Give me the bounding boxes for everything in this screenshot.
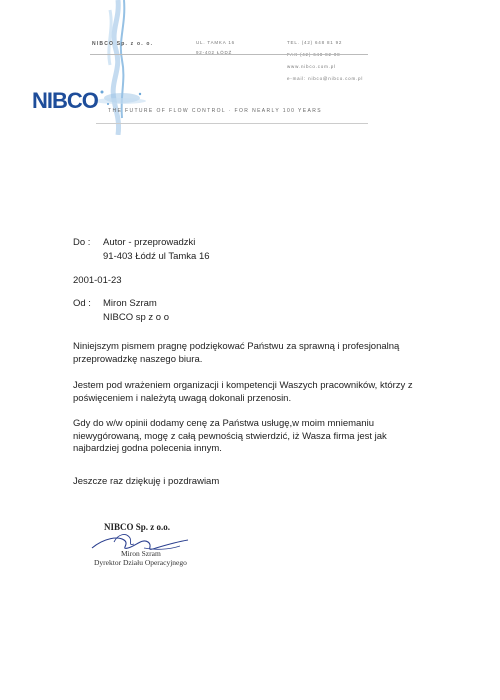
to-line: 91-403 Łódź ul Tamka 16 xyxy=(103,251,210,262)
from-label: Od : xyxy=(73,298,91,309)
nibco-logo: NIBCO xyxy=(32,88,98,113)
address-line: UL. TAMKA 16 xyxy=(196,40,235,45)
paragraph-line: niewygórowaną, mogę z całą pewnością stwierdzić, iż Wasza firma jest jak xyxy=(73,430,387,442)
letterhead-bottom-rule xyxy=(96,123,368,124)
contact-fax: FAX (42) 648 82 08 xyxy=(287,52,341,57)
paragraph-line: Gdy do w/w opinii dodamy cenę za Państwa usługę,w moim mniemaniu xyxy=(73,418,374,429)
contact-website: www.nibco.com.pl xyxy=(287,64,336,69)
stamp-company: NIBCO Sp. z o.o. xyxy=(104,522,171,532)
paragraph-line: poświęceniem i należytą uwagą dokonali przenosin. xyxy=(73,392,292,404)
paragraph-line: najbardziej godna polecenia innym. xyxy=(73,443,222,454)
signatory-title: Dyrektor Działu Operacyjnego xyxy=(94,558,187,567)
address-line: 92-402 ŁÓDŹ xyxy=(196,50,233,55)
letter-date: 2001-01-23 xyxy=(73,275,122,286)
contact-email: e-mail: nibco@nibco.com.pl xyxy=(287,76,364,81)
letterhead-address xyxy=(196,38,235,58)
paragraph-recommendation xyxy=(73,418,433,456)
from-line: Miron Szram xyxy=(103,298,157,309)
contact-phone: TEL. (42) 648 81 92 xyxy=(287,40,343,45)
paragraph-impression xyxy=(73,380,433,405)
letterhead-divider xyxy=(90,54,368,55)
paragraph-line: przeprowadzkę naszego biura. xyxy=(73,353,203,365)
paragraph-line: Jestem pod wrażeniem organizacji i kompetencji Waszych pracowników, którzy z xyxy=(73,380,413,391)
letterhead-tagline: THE FUTURE OF FLOW CONTROL · FOR NEARLY 100 YEARS xyxy=(108,108,322,114)
closing-line: Jeszcze raz dziękuję i pozdrawiam xyxy=(73,476,220,487)
to-line: Autor - przeprowadzki xyxy=(103,237,196,248)
paragraph-line: Niniejszym pismem pragnę podziękować Państwu za sprawną i profesjonalną xyxy=(73,341,400,352)
letterhead-company: NIBCO Sp. z o. o. xyxy=(92,41,154,47)
from-line: NIBCO sp z o o xyxy=(103,312,169,323)
paragraph-thanks xyxy=(73,341,433,366)
water-splash-icon xyxy=(80,0,150,135)
letterhead-contact xyxy=(287,38,363,84)
signatory-name: Miron Szram xyxy=(121,549,161,558)
to-label: Do : xyxy=(73,237,91,248)
